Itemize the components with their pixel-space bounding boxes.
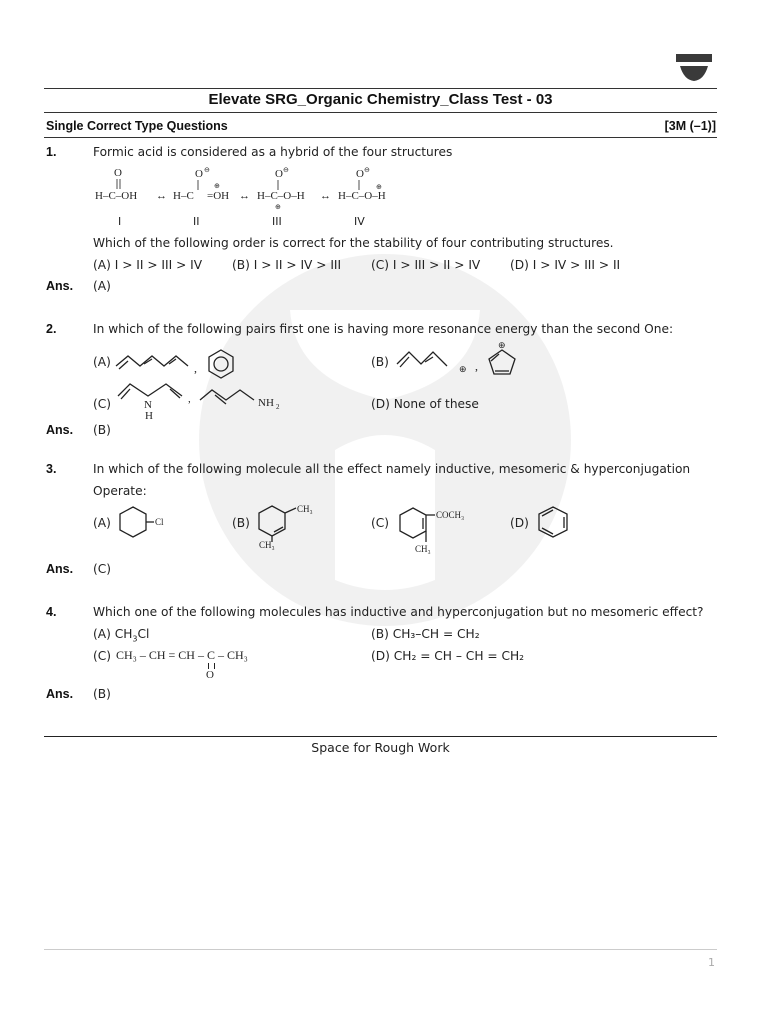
structure-label-1: I: [118, 215, 122, 228]
option-a: (A) I > II > III > IV: [93, 258, 203, 272]
option-b: (B) I > II > IV > III: [232, 258, 342, 272]
answer-label: Ans.: [46, 562, 74, 576]
option-a: [93, 627, 149, 643]
svg-text:↔: ↔: [239, 190, 250, 202]
dimethylcyclohexene: [254, 500, 320, 554]
svg-text:H–C–O–H: H–C–O–H: [338, 190, 386, 202]
option-a: (A): [93, 355, 111, 369]
question-number: 3.: [46, 462, 57, 476]
option-a-suffix: Cl: [137, 627, 150, 641]
title-rule: [44, 112, 717, 113]
structure-label-4: IV: [354, 215, 365, 228]
svg-text:⊖: ⊖: [204, 166, 210, 174]
svg-text:⊕: ⊕: [498, 340, 506, 350]
svg-text:H–C: H–C: [173, 190, 194, 202]
top-rule: [44, 88, 717, 89]
rough-work-rule: [44, 736, 717, 737]
question-text: Which one of the following molecules has inductive and hyperconjugation but no mesomeric effect?: [93, 605, 704, 619]
option-a-subscript: 3: [132, 634, 138, 644]
section-rule: [44, 137, 717, 138]
svg-text:Cl: Cl: [155, 517, 164, 527]
option-d: (D) CH₂ = CH – CH = CH₂: [371, 649, 524, 663]
svg-text:O: O: [195, 168, 203, 180]
answer-value: (B): [93, 687, 111, 701]
structure-label-3: III: [272, 215, 282, 228]
svg-text:O: O: [275, 168, 283, 180]
svg-text:⊕: ⊕: [214, 182, 220, 190]
option-c-carbonyl-oxygen: O: [206, 669, 214, 681]
question-text: In which of the following pairs first one is having more resonance energy than the second One:: [93, 322, 674, 336]
svg-text:=OH: =OH: [207, 190, 230, 202]
question-followup: Which of the following order is correct for the stability of four contributing structures.: [93, 236, 614, 250]
question-number: 1.: [46, 145, 57, 159]
svg-text:H–C–OH: H–C–OH: [95, 190, 138, 202]
svg-text:O: O: [114, 167, 122, 179]
answer-label: Ans.: [46, 423, 74, 437]
answer-value: (C): [93, 562, 112, 576]
svg-text:,: ,: [188, 393, 191, 405]
bottom-rule: [44, 949, 717, 950]
svg-text:↔: ↔: [320, 190, 331, 202]
svg-text:⊖: ⊖: [364, 166, 370, 174]
svg-text:⊕: ⊕: [275, 203, 281, 211]
question-number: 2.: [46, 322, 57, 336]
page-title: Elevate SRG_Organic Chemistry_Class Test - 03: [208, 91, 553, 108]
watermark-logo: [195, 250, 575, 630]
option-c: (C): [371, 516, 390, 530]
svg-text:CH₃: CH₃: [415, 544, 431, 554]
option-b: (B) CH₃–CH = CH₂: [371, 627, 480, 641]
rough-work-label: Space for Rough Work: [311, 740, 450, 755]
svg-text:H: H: [145, 410, 153, 422]
divinylamine-and-aminobutadiene: [114, 378, 289, 424]
option-d: (D) None of these: [371, 397, 479, 411]
svg-text:COCH₃: COCH₃: [436, 510, 465, 520]
hexatriene-and-benzene: [114, 342, 244, 382]
option-b: (B): [371, 355, 389, 369]
svg-text:⊕: ⊕: [459, 364, 467, 374]
svg-text:O: O: [356, 168, 364, 180]
answer-label: Ans.: [46, 279, 74, 293]
option-b: (B): [232, 516, 250, 530]
option-c-formula: CH₃ – CH = CH – C – CH₃: [116, 648, 248, 662]
svg-text:↔: ↔: [156, 190, 167, 202]
marking-scheme: [3M (–1)]: [664, 119, 716, 133]
option-c: (C): [93, 649, 112, 663]
svg-text:⊖: ⊖: [283, 166, 289, 174]
svg-text:,: ,: [475, 359, 478, 373]
question-text: Formic acid is considered as a hybrid of the four structures: [93, 145, 453, 159]
option-c: (C): [93, 397, 112, 411]
brand-logo: [676, 54, 712, 84]
question-number: 4.: [46, 605, 57, 619]
option-d: (D): [510, 516, 529, 530]
svg-text:2: 2: [276, 403, 280, 411]
svg-text:N: N: [144, 399, 152, 411]
option-a: (A): [93, 516, 111, 530]
section-heading: Single Correct Type Questions: [46, 119, 228, 133]
answer-label: Ans.: [46, 687, 74, 701]
svg-text:⊕: ⊕: [376, 183, 382, 191]
svg-text:NH: NH: [258, 397, 274, 409]
methyl-acetyl-cyclohexene: [393, 502, 483, 556]
chlorocyclohexane: [114, 504, 174, 542]
answer-value: (A): [93, 279, 111, 293]
page-number: 1: [708, 956, 715, 969]
structure-label-2: II: [193, 215, 200, 228]
benzene: [534, 504, 574, 542]
pentadienyl-cation-and-cyclopentadienyl-cation: [395, 340, 525, 380]
option-a-prefix: (A) CH: [93, 627, 133, 641]
option-c: (C) I > III > II > IV: [371, 258, 481, 272]
svg-text:CH₃: CH₃: [297, 504, 313, 514]
svg-text:CH₃: CH₃: [259, 540, 275, 550]
answer-value: (B): [93, 423, 111, 437]
question-text-continued: Operate:: [93, 484, 147, 498]
option-d: (D) I > IV > III > II: [510, 258, 621, 272]
svg-text:H–C–O–H: H–C–O–H: [257, 190, 305, 202]
question-text: In which of the following molecule all the effect namely inductive, mesomeric & hyperconjugation: [93, 462, 691, 476]
svg-text:,: ,: [194, 361, 197, 375]
